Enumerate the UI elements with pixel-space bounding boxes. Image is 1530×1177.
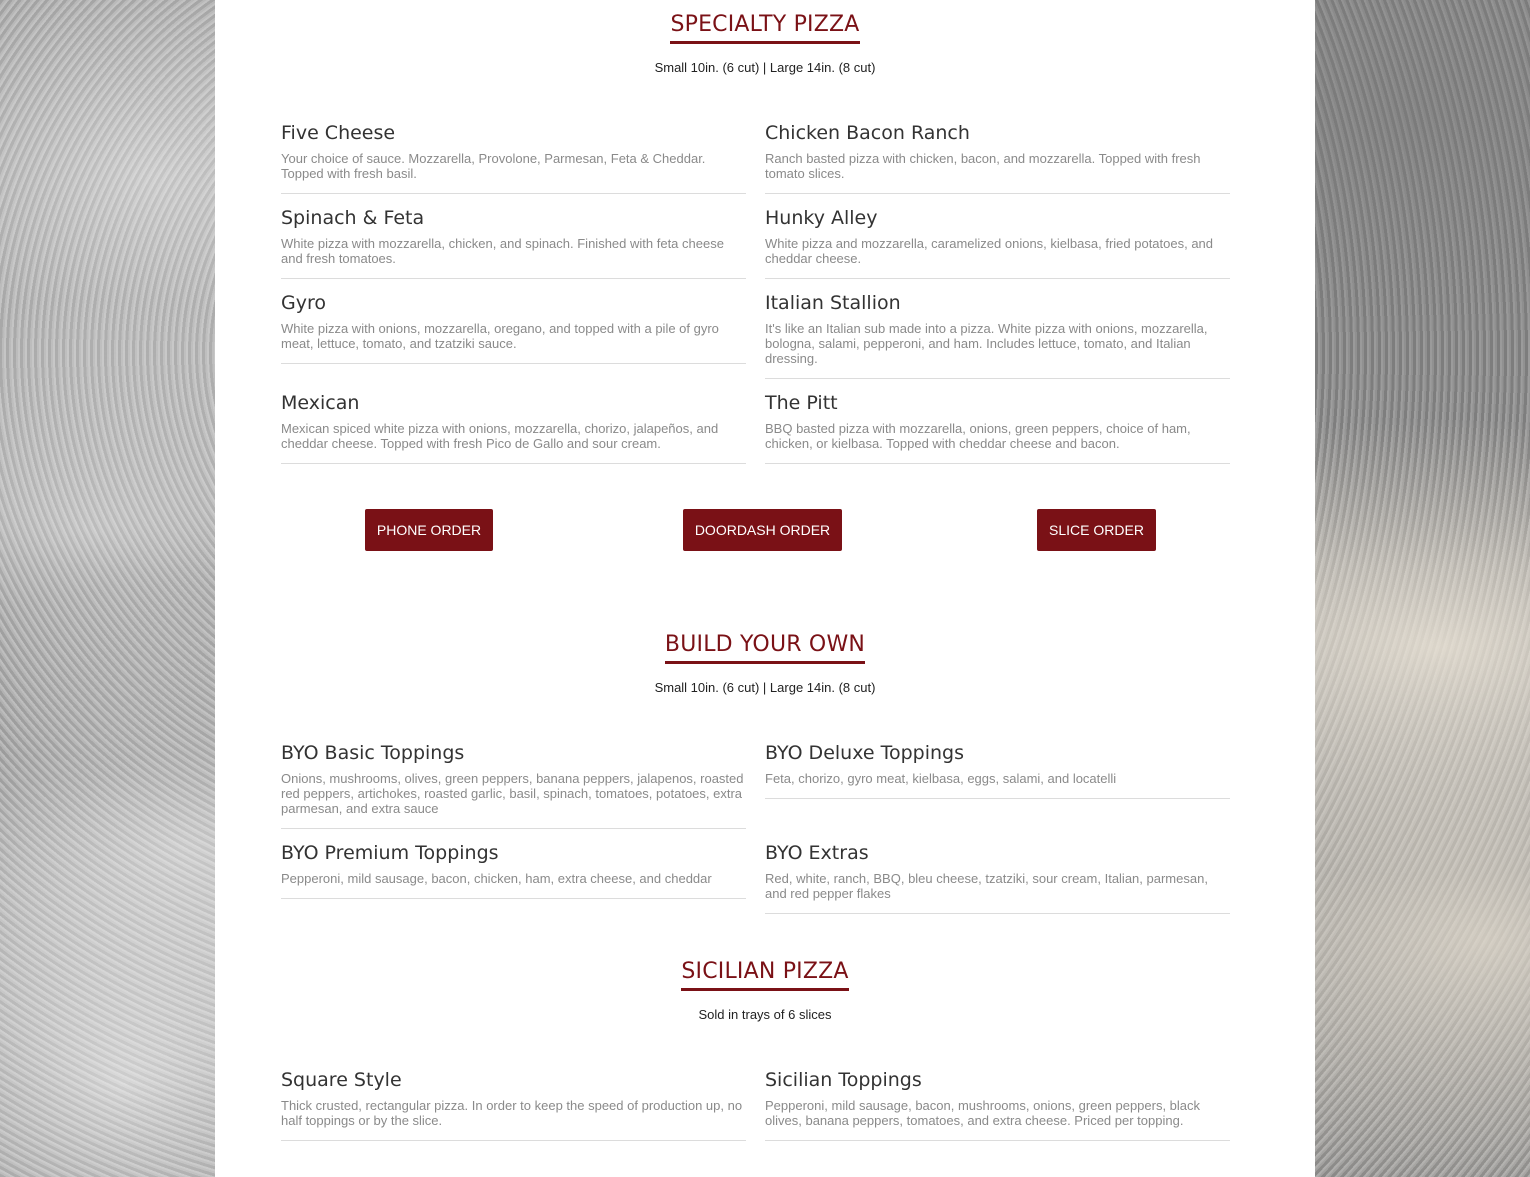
menu-item-name: Italian Stallion	[765, 292, 901, 314]
menu-item-byo-premium	[281, 841, 746, 899]
menu-item-name: BYO Extras	[765, 842, 869, 864]
menu-item-description: BBQ basted pizza with mozzarella, onions, green peppers, choice of ham, chicken, or kielbasa. Topped with cheddar cheese and bacon.	[765, 421, 1191, 451]
menu-item-hunky-alley	[765, 206, 1230, 279]
phone-order-button[interactable]: PHONE ORDER	[365, 509, 493, 551]
menu-item-italian-stallion	[765, 291, 1230, 379]
menu-item-name: Spinach & Feta	[281, 207, 425, 229]
menu-item-name: The Pitt	[765, 392, 838, 414]
menu-item-description: Pepperoni, mild sausage, bacon, mushrooms, onions, green peppers, black olives, banana peppers, tomatoes, and extra cheese. Priced per topping.	[765, 1098, 1201, 1128]
menu-item-description: White pizza with onions, mozzarella, oregano, and topped with a pile of gyro meat, lettuce, tomato, and tzatziki sauce.	[281, 321, 719, 351]
menu-item-spinach-feta	[281, 206, 746, 279]
menu-item-the-pitt	[765, 391, 1230, 464]
specialty-title-text: SPECIALTY PIZZA	[670, 12, 859, 44]
menu-item-five-cheese	[281, 121, 746, 194]
menu-item-chicken-bacon-ranch	[765, 121, 1230, 194]
menu-item-description: Feta, chorizo, gyro meat, kielbasa, eggs, salami, and locatelli	[765, 771, 1117, 786]
sicilian-tray-info: Sold in trays of 6 slices	[698, 1007, 832, 1022]
menu-item-name: Gyro	[281, 292, 326, 314]
menu-item-name: BYO Deluxe Toppings	[765, 742, 964, 764]
menu-item-description: Your choice of sauce. Mozzarella, Provolone, Parmesan, Feta & Cheddar. Topped with fresh basil.	[281, 151, 706, 181]
menu-item-name: Five Cheese	[281, 122, 396, 144]
menu-item-description: Ranch basted pizza with chicken, bacon, and mozzarella. Topped with fresh tomato slices.	[765, 151, 1201, 181]
menu-item-description: Pepperoni, mild sausage, bacon, chicken, ham, extra cheese, and cheddar	[281, 871, 712, 886]
menu-item-name: Hunky Alley	[765, 207, 878, 229]
menu-item-gyro	[281, 291, 746, 364]
menu-item-description: Mexican spiced white pizza with onions, mozzarella, chorizo, jalapeños, and cheddar cheese. Topped with fresh Pico de Gallo and sour cream.	[281, 421, 719, 451]
menu-panel	[215, 0, 1315, 1177]
byo-size-info: Small 10in. (6 cut) | Large 14in. (8 cut)	[654, 680, 876, 695]
specialty-section-title	[215, 12, 1315, 44]
menu-item-description: Red, white, ranch, BBQ, bleu cheese, tzatziki, sour cream, Italian, parmesan, and red pepper flakes	[765, 871, 1208, 901]
doordash-order-button[interactable]: DOORDASH ORDER	[683, 509, 842, 551]
menu-item-description: Thick crusted, rectangular pizza. In order to keep the speed of production up, no half toppings or by the slice.	[281, 1098, 743, 1128]
menu-item-byo-extras	[765, 841, 1230, 914]
sicilian-section-title	[215, 959, 1315, 991]
menu-item-description: Onions, mushrooms, olives, green peppers, banana peppers, jalapenos, roasted red peppers, artichokes, roasted garlic, basil, spinach, tomatoes, potatoes, extra parmesan, and extra sauce	[281, 771, 744, 816]
menu-item-name: BYO Premium Toppings	[281, 842, 499, 864]
menu-item-byo-basic	[281, 741, 746, 829]
menu-item-mexican	[281, 391, 746, 464]
sicilian-title-text: SICILIAN PIZZA	[681, 959, 848, 991]
specialty-size-info: Small 10in. (6 cut) | Large 14in. (8 cut)	[654, 60, 876, 75]
byo-section-title	[215, 632, 1315, 664]
menu-item-sicilian-toppings	[765, 1068, 1230, 1141]
menu-item-name: Chicken Bacon Ranch	[765, 122, 970, 144]
menu-item-name: Sicilian Toppings	[765, 1069, 922, 1091]
menu-item-description: It's like an Italian sub made into a pizza. White pizza with onions, mozzarella, bologna, salami, pepperoni, and ham. Includes lettuce, tomato, and Italian dressing.	[765, 321, 1208, 366]
menu-item-description: White pizza and mozzarella, caramelized onions, kielbasa, fried potatoes, and cheddar cheese.	[765, 236, 1214, 266]
menu-item-square-style	[281, 1068, 746, 1141]
menu-item-byo-deluxe	[765, 741, 1230, 799]
byo-title-text: BUILD YOUR OWN	[665, 632, 865, 664]
menu-item-name: Square Style	[281, 1069, 402, 1091]
menu-item-description: White pizza with mozzarella, chicken, and spinach. Finished with feta cheese and fresh tomatoes.	[281, 236, 724, 266]
menu-item-name: BYO Basic Toppings	[281, 742, 465, 764]
slice-order-button[interactable]: SLICE ORDER	[1037, 509, 1156, 551]
menu-item-name: Mexican	[281, 392, 360, 414]
